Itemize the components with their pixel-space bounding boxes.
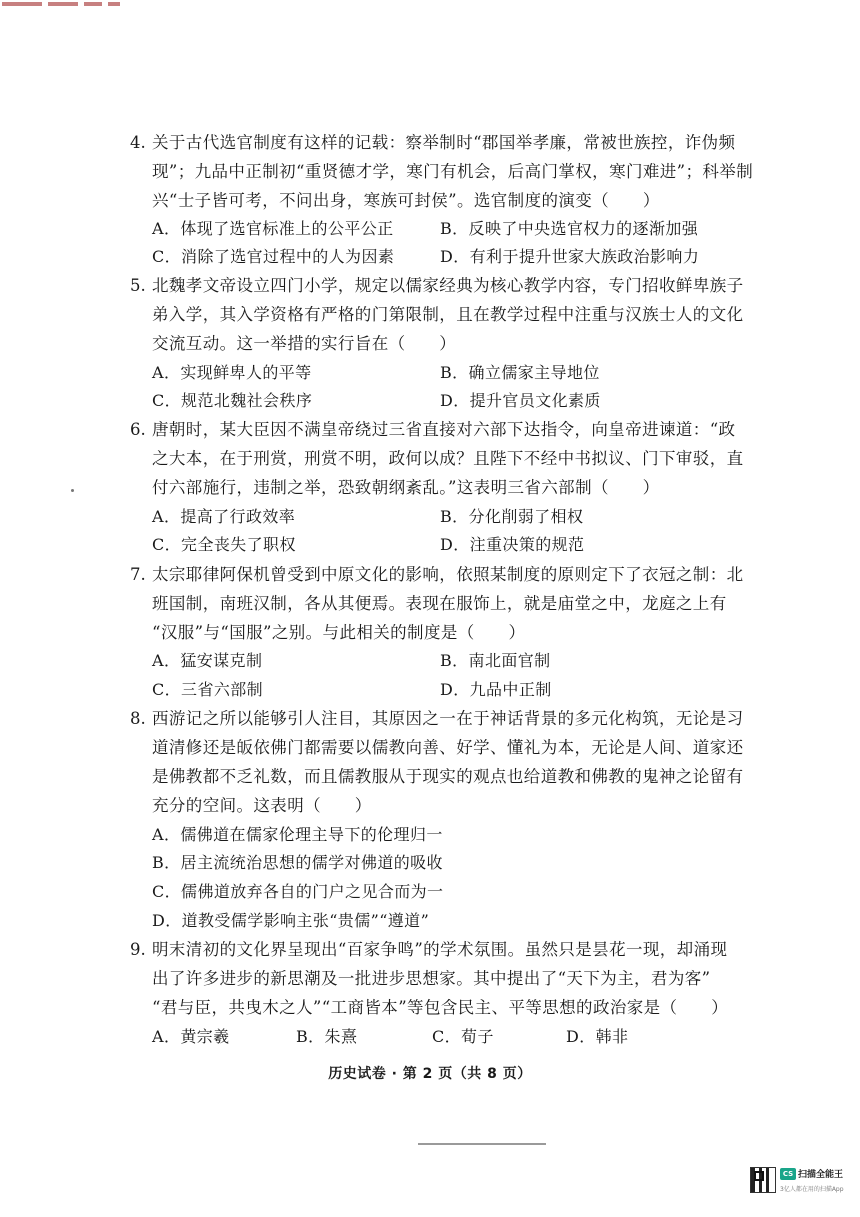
option-d: D．有利于提升世家大族政治影响力	[440, 247, 700, 266]
question-text-line: 道清修还是皈依佛门都需要以儒教向善、好学、懂礼为本，无论是人间、道家还	[152, 738, 744, 757]
option-c: C．规范北魏社会秩序	[152, 391, 313, 410]
option-b: B．确立儒家主导地位	[440, 363, 600, 382]
scanner-watermark	[750, 1165, 848, 1205]
question-text-line: “君与臣，共曳木之人”“工商皆本”等包含民主、平等思想的政治家是（ ）	[152, 998, 729, 1017]
question-number: 9.	[130, 940, 146, 959]
question-text-line: 充分的空间。这表明（ ）	[152, 796, 372, 815]
option-b: B．南北面官制	[440, 651, 551, 670]
question-text-line: 是佛教都不乏礼数，而且儒教服从于现实的观点也给道教和佛教的鬼神之论留有	[152, 767, 744, 786]
option-b: B．反映了中央选官权力的逐渐加强	[440, 219, 699, 238]
option-a: A．实现鲜卑人的平等	[152, 363, 312, 382]
question-text-line: 之大本，在于刑赏，刑赏不明，政何以成？且陛下不经中书拟议、门下审驳，直	[152, 449, 744, 468]
question-text-line: 西游记之所以能够引人注目，其原因之一在于神话背景的多元化构筑，无论是习	[152, 709, 744, 728]
question-text-line: 唐朝时，某大臣因不满皇帝绕过三省直接对六部下达指令，向皇帝进谏道：“政	[152, 420, 736, 439]
question-number: 7.	[130, 565, 146, 584]
option-a: A．儒佛道在儒家伦理主导下的伦理归一	[152, 825, 443, 844]
option-d: D．道教受儒学影响主张“贵儒”“遵道”	[152, 911, 430, 930]
question-text-line: 班国制，南班汉制，各从其便焉。表现在服饰上，就是庙堂之中，龙庭之上有	[152, 594, 727, 613]
option-a: A．黄宗羲	[152, 1027, 230, 1046]
option-a: A．体现了选官标准上的公平公正	[152, 219, 394, 238]
option-c: C．儒佛道放弃各自的门户之见合而为一	[152, 882, 444, 901]
question-text-line: 现”；九品中正制初“重贤德才学，寒门有机会，后高门掌权，寒门难进”；科举制	[152, 162, 754, 181]
option-c: C．荀子	[432, 1027, 494, 1046]
option-c: C．三省六部制	[152, 680, 264, 699]
question-number: 5.	[130, 276, 146, 295]
option-d: D．九品中正制	[440, 680, 552, 699]
question-number: 4.	[130, 133, 146, 152]
divider-line	[418, 1143, 546, 1145]
option-b: B．居主流统治思想的儒学对佛道的吸收	[152, 853, 443, 872]
question-number: 6.	[130, 420, 146, 439]
question-text-line: 兴“士子皆可考，不问出身，寒族可封侯”。选官制度的演变（ ）	[152, 191, 660, 210]
question-text-line: 明末清初的文化界呈现出“百家争鸣”的学术氛围。虽然只是昙花一现，却涌现	[152, 940, 728, 959]
qr-code-icon	[750, 1167, 776, 1193]
question-text-line: 交流互动。这一举措的实行旨在（ ）	[152, 334, 457, 353]
question-text-line: 太宗耶律阿保机曾受到中原文化的影响，依照某制度的原则定下了衣冠之制：北	[152, 565, 744, 584]
question-text-line: 弟入学，其入学资格有严格的门第限制，且在教学过程中注重与汉族士人的文化	[152, 305, 744, 324]
camscanner-logo-icon: CS	[780, 1168, 796, 1180]
question-number: 8.	[130, 709, 146, 728]
question-text-line: 北魏孝文帝设立四门小学，规定以儒家经典为核心教学内容，专门招收鲜卑族子	[152, 276, 744, 295]
scanner-tagline: 3亿人都在用的扫描App	[780, 1186, 844, 1193]
page-footer: 历史试卷 · 第 2 页（共 8 页）	[328, 1066, 532, 1082]
question-text-line: 出了许多进步的新思潮及一批进步思想家。其中提出了“天下为主，君为客”	[152, 969, 711, 988]
scan-edge-mark	[0, 0, 150, 10]
scan-speck	[71, 489, 74, 492]
option-d: D．韩非	[566, 1027, 629, 1046]
question-text-line: “汉服”与“国服”之别。与此相关的制度是（ ）	[152, 623, 526, 642]
option-d: D．注重决策的规范	[440, 535, 585, 554]
scanner-app-name: 扫描全能王	[798, 1170, 844, 1180]
option-c: C．消除了选官过程中的人为因素	[152, 247, 395, 266]
question-text-line: 关于古代选官制度有这样的记载：察举制时“郡国举孝廉，常被世族控，诈伪频	[152, 133, 736, 152]
option-b: B．朱熹	[296, 1027, 358, 1046]
option-c: C．完全丧失了职权	[152, 535, 296, 554]
option-a: A．提高了行政效率	[152, 507, 296, 526]
option-a: A．猛安谋克制	[152, 651, 263, 670]
option-b: B．分化削弱了相权	[440, 507, 584, 526]
question-text-line: 付六部施行，违制之举，恐致朝纲紊乱。”这表明三省六部制（ ）	[152, 478, 660, 497]
option-d: D．提升官员文化素质	[440, 391, 601, 410]
